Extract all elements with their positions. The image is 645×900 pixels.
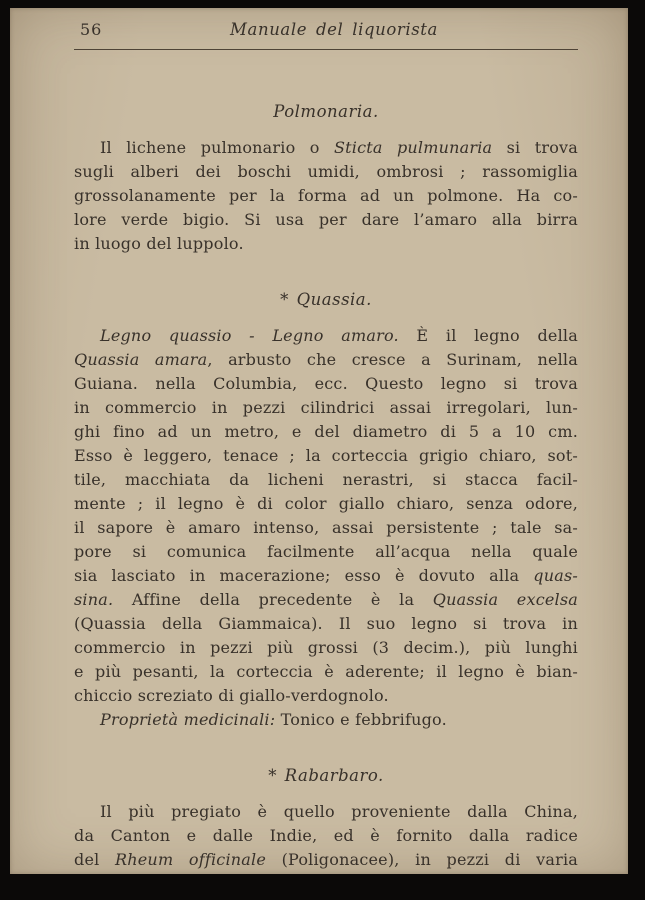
italic-text: quas- bbox=[533, 566, 578, 585]
running-title: Manuale del liquorista bbox=[230, 20, 438, 39]
page-number: 56 bbox=[80, 20, 103, 39]
text: Guiana. nella Columbia, ecc. Questo legno si trova bbox=[74, 374, 578, 393]
text-line bbox=[74, 208, 578, 232]
text: mente ; il legno è di color giallo chiaro, senza odore, bbox=[74, 494, 578, 513]
italic-text: Quassia amara bbox=[74, 350, 208, 369]
running-head bbox=[10, 20, 628, 42]
text-line bbox=[74, 420, 578, 444]
text-line bbox=[74, 396, 578, 420]
text-line bbox=[74, 588, 578, 612]
text: pore si comunica facilmente all’acqua nella quale bbox=[74, 542, 578, 561]
text: da Canton e dalle Indie, ed è fornito dalla radice bbox=[74, 826, 578, 845]
text: e più pesanti, la corteccia è aderente; il legno è bian- bbox=[74, 662, 578, 681]
text-line bbox=[74, 348, 578, 372]
text: (Quassia della Giammaica). Il suo legno si trova in bbox=[74, 614, 578, 633]
text-line bbox=[74, 636, 578, 660]
text-line bbox=[74, 660, 578, 684]
text: grossolanamente per la forma ad un polmone. Ha co- bbox=[74, 186, 578, 205]
italic-text: sina. bbox=[74, 590, 114, 609]
section-heading: * Quassia. bbox=[280, 290, 372, 309]
italic-text: Sticta pulmunaria bbox=[333, 138, 493, 157]
italic-text: Rheum officinale bbox=[115, 850, 266, 869]
text-line bbox=[74, 136, 578, 160]
paragraph bbox=[74, 324, 578, 708]
text-line bbox=[74, 824, 578, 848]
header-rule bbox=[74, 49, 578, 50]
text: in commercio in pezzi cilindrici assai irregolari, lun- bbox=[74, 398, 578, 417]
text: si trova bbox=[492, 138, 579, 157]
text: Il lichene pulmonario o bbox=[100, 138, 334, 157]
text-line bbox=[74, 468, 578, 492]
text: Il più pregiato è quello proveniente dalla China, bbox=[100, 802, 578, 821]
text: È il legno della bbox=[398, 326, 578, 345]
section-heading: Polmonaria. bbox=[273, 102, 379, 121]
text: il sapore è amaro intenso, assai persistente ; tale sa- bbox=[74, 518, 578, 537]
text: sia lasciato in macerazione; esso è dovuto alla bbox=[74, 566, 534, 585]
paragraph bbox=[74, 800, 578, 872]
text-line bbox=[74, 708, 578, 732]
text: chiccio screziato di giallo-verdognolo. bbox=[74, 686, 389, 705]
italic-text: Proprietà medicinali: bbox=[100, 710, 276, 729]
paragraph bbox=[74, 708, 578, 732]
paragraph bbox=[74, 136, 578, 256]
italic-text: Legno quassio - Legno amaro. bbox=[100, 326, 399, 345]
text: , arbusto che cresce a Surinam, nella bbox=[207, 350, 578, 369]
text-line bbox=[74, 372, 578, 396]
text-line bbox=[74, 184, 578, 208]
text: (Poligonacee), in pezzi di varia bbox=[266, 850, 579, 869]
text-line bbox=[74, 684, 578, 708]
text-line bbox=[74, 612, 578, 636]
book-page bbox=[10, 8, 628, 874]
text: Affine della precedente è la bbox=[113, 590, 433, 609]
text-line bbox=[74, 564, 578, 588]
italic-text: Quassia excelsa bbox=[432, 590, 578, 609]
text-line bbox=[74, 516, 578, 540]
text: in luogo del luppolo. bbox=[74, 234, 244, 253]
text-line bbox=[74, 800, 578, 824]
section-heading: * Rabarbaro. bbox=[268, 766, 384, 785]
text: ghi fino ad un metro, e del diametro di 5 a 10 cm. bbox=[74, 422, 578, 441]
text: commercio in pezzi più grossi (3 decim.), più lunghi bbox=[74, 638, 578, 657]
text-line bbox=[74, 324, 578, 348]
text-line bbox=[74, 540, 578, 564]
text-line bbox=[74, 160, 578, 184]
text: sugli alberi dei boschi umidi, ombrosi ; rassomiglia bbox=[74, 162, 578, 181]
text: lore verde bigio. Si usa per dare l’amaro alla birra bbox=[74, 210, 578, 229]
text-line bbox=[74, 444, 578, 468]
page-body bbox=[74, 100, 578, 872]
text: Esso è leggero, tenace ; la corteccia grigio chiaro, sot- bbox=[74, 446, 578, 465]
text-line bbox=[74, 848, 578, 872]
text: tile, macchiata da licheni nerastri, si stacca facil- bbox=[74, 470, 578, 489]
text-line bbox=[74, 492, 578, 516]
text: del bbox=[74, 850, 116, 869]
text: Tonico e febbrifugo. bbox=[275, 710, 447, 729]
text-line bbox=[74, 232, 578, 256]
